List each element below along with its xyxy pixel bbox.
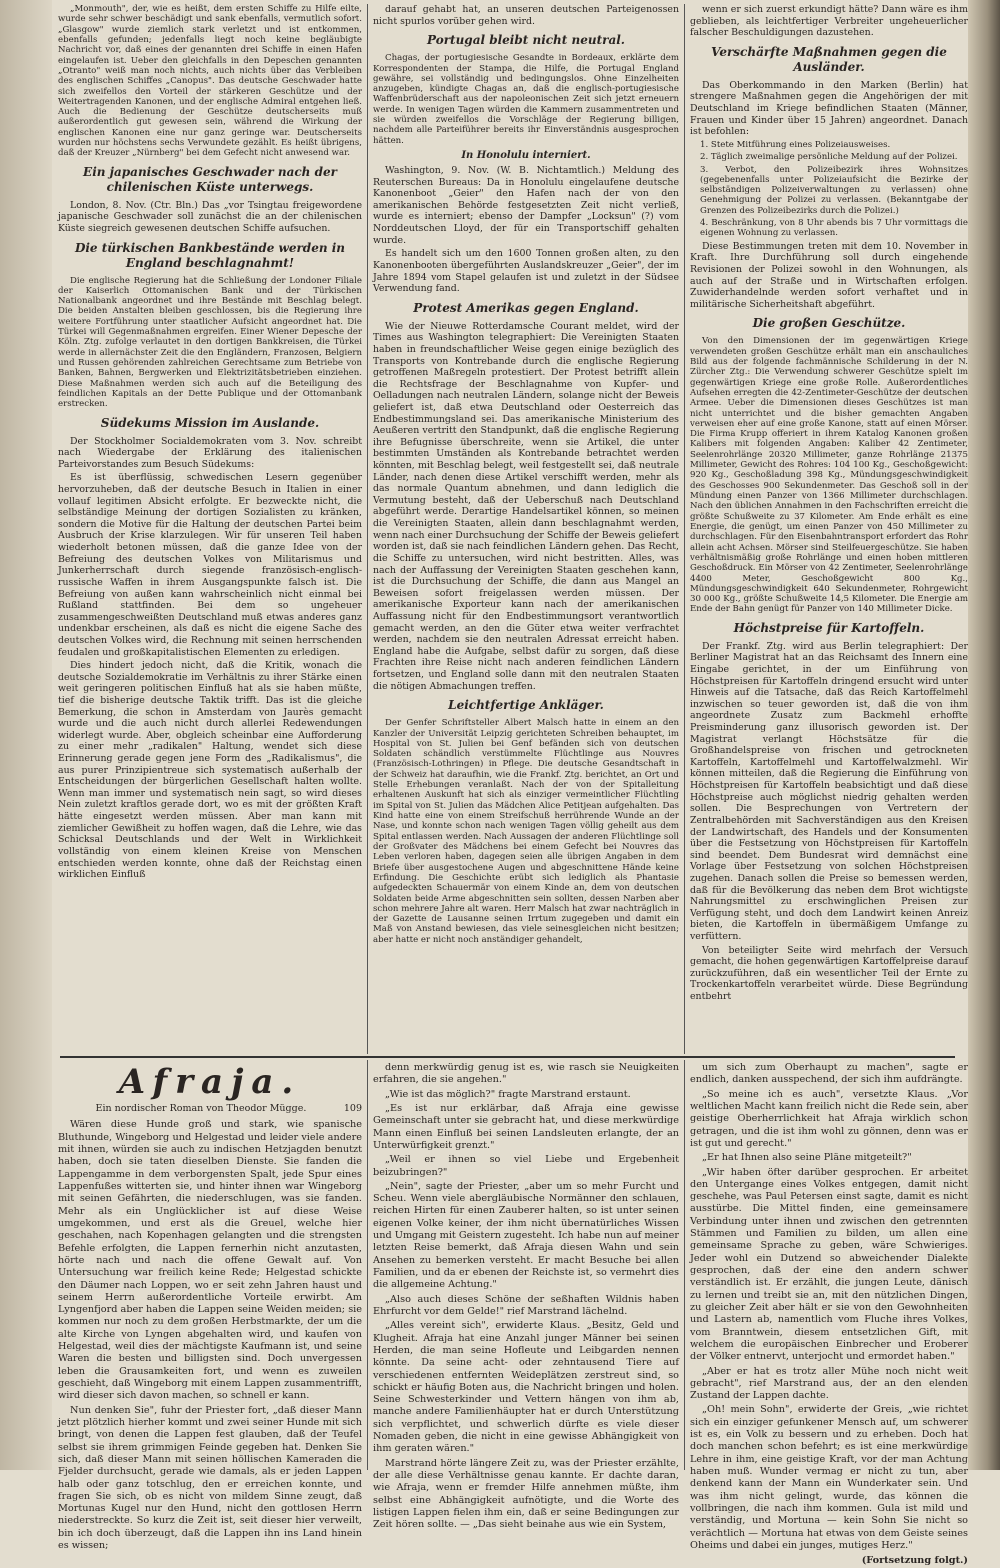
article-text: Der Stockholmer Socialdemokraten vom 3. Nov. schreibt nach Wiedergabe der Erklärung des italienischen Parteivorstandes zum Besuch Südekums: [58,435,362,470]
novel-paragraph: „Wie ist das möglich?" fragte Marstrand erstaunt. [385,1088,631,1100]
news-column-3 [690,4,968,1054]
article-text: London, 8. Nov. (Ctr. Bln.) Das „vor Tsingtau freigewordene japanische Geschwader soll zunächst die an der chilenischen Küste siegreich gewesenen deutschen Schiffe aufsuchen. [58,199,362,234]
article-text: Es ist überflüssig, schwedischen Lesern gegenüber hervorzuheben, daß der deutsche Besuch in Italien in einer vollauf legitimen Absicht erfolgte. Er bezweckte nicht, die selbständige Meinung der dortigen Sozialisten zu kränken, sondern die Motive für die Haltung der deutschen Partei beim Ausbruch der Krise klarzulegen. Wir für unseren Teil haben wiederholt betonen müssen, daß die ganze Idee von der Befreiung des deutschen Volkes von Militarismus und Junkerherrschaft durch siegende französisch-englisch-russische Waffen in ihrem Ausgangspunkte falsch ist. Die Befreiung von außen kann wahrscheinlich nicht einmal bei Rußland stattfinden. Bei dem so ungeheuer zusammengeschweißten Deutschland muß etwas anderes ganz undenkbar erscheinen, als daß es nicht die eigene Sache des deutschen Volkes wird, die Rechnung mit seinen herrschenden feudalen und großkapitalistischen Elementen zu erledigen. [58,472,362,658]
headline-suedekum-mission: Südekums Mission im Auslande. [100,415,320,430]
article-text: Das Oberkommando in den Marken (Berlin) hat strengere Maßnahmen gegen die Angehörigen der mit Deutschland im Kriege befindlichen Staaten (Männer, Frauen und Kinder über 15 Jahren) angeordnet. Danach ist befohlen: [690,79,968,138]
article-text: Von den Dimensionen der im gegenwärtigen Kriege verwendeten großen Geschütze erhält man ein anschauliches Bild aus der folgende fachmännische Schilderung in der N. Zürcher Ztg.: Die Verwendung schwerer Geschütze spielt im gegenwärtigen Kriege eine große Rolle. Außerordentliches Aufsehen erregten die 42-Zentimeter-Geschütze der deutschen Armee. Ueber die Dimensionen dieses Geschützes ist man nicht unterrichtet und die bisher gemachten Angaben verweisen eher auf eine große Kanone, statt auf einen Mörser. Die Firma Krupp offeriert in ihrem Katalog Kanonen großen Kalibers mit folgenden Angaben: Kaliber 42 Zentimeter, Seelenrohrlänge 20320 Millimeter, ganze Rohrlänge 21375 Millimeter, Gewicht des Rohres: 104 100 Kg., Geschoßgewicht: 920 Kg., Geschoßladung 398 Kg., Mündungsgeschwindigkeit des Geschosses 900 Sekundenmeter. Das Geschoß soll in der Mündung einen Panzer von 1366 Millimeter durchschlagen. Nach den üblichen Annahmen in den Fachschriften erreicht die größte Schußweite zu 37 Kilometer. Am Ende erhält es eine Energie, die genügt, um einen Panzer von 450 Millimeter zu durchschlagen. Für den Eisenbahntransport erfordert das Rohr allein acht Achsen. Mörser sind Steilfeuergeschütze. Sie haben verhältnismäßig große Rohrlänge und einen hoben mittleren Geschoßdruck. Ein Mörser von 42 Zentimeter, Seelenrohrlänge 4400 Meter, Geschoßgewicht 800 Kg., Mündungsgeschwindigkeit 640 Sekundenmeter, Rohrgewicht 30 000 Kg., größte Schußweite 14,5 Kilometer. Die Energie am Ende der Bahn genügt für Panzer von 140 Millimeter Dicke. [690,336,968,615]
article-text: Wie der Nieuwe Rotterdamsche Courant meldet, wird der Times aus Washington telegraphiert: Die Vereinigten Staaten haben in freundschaftlicher Weise gegen einige bezüglich des Transports von Kontrebande durch die englische Regierung getroffenen Maßregeln protestiert. Der Protest betrifft allein die Rechtsfrage der Beschlagnahme von Kupfer- und Oelladungen nach neutralen Ländern, solange nicht der Beweis geliefert ist, daß etwa Deutschland oder Oesterreich das Endbestimmungsland sei. Das amerikanische Ministerium des Aeußeren vertritt den Standpunkt, daß die englische Regierung ihre Befugnisse überschreite, wenn sie Artikel, die unter bestimmten Umständen als Kontrebande betrachtet werden könnten, mit Beschlag belegt, weil festgestellt sei, daß neutrale Länder, nach denen diese Artikel verschifft werden, mehr als das normale Quantum abnehmen, und dann lediglich die Vermutung besteht, daß der Ueberschuß nach Deutschland abgeführt werde. Derartige Handelsartikel können, so meinen die Vereinigten Staaten, allein dann beschlagnahmt werden, wenn nach einer Durchsuchung der Schiffe der Beweis geliefert worden ist, daß sie nach feindlichen Ländern gehen. Das Recht, die Schiffe zu untersuchen, wird nicht bestritten. Alles, was nach der Auffassung der Vereinigten Staaten geschehen kann, ist die Durchsuchung der Schiffe, die dann aus Mangel an Beweisen sofort freigelassen werden müssen. Der amerikanische Exporteur kann nach der amerikanischen Auffassung nicht für den Endbestimmungsort verantwortlich gemacht werden, an den die Güter etwa weiter verfrachtet werden, nachdem sie den neutralen Adressat erreicht haben. England habe die Aufgabe, selbst dafür zu sorgen, daß diese Frachten ihre Reise nicht nach anderen feindlichen Ländern fortsetzen, und England solle dann mit den neutralen Staaten die nötigen Abmachungen treffen. [373,320,679,692]
article-continuation: „Monmouth", der, wie es heißt, dem ersten Schiffe zu Hilfe eilte, wurde sehr schwer beschädigt und sank ebenfalls, vermutlich sofort. „Glasgow" wurde ziemlich stark verletzt und ist entkommen, ebenfalls gefunden; jedenfalls liegt noch keine begläubigte Nachricht vor, daß eines der genannten drei Schiffe in einen Hafen eingelaufen ist. Ueber den gleichfalls in den Depeschen genannten „Otranto" weiß man noch nichts, auch nichts über das Verbleiben des englischen Schiffes „Canopus". Das deutsche Geschwader hatte sich zweifellos den Vorteil der stärkeren Geschütze und der Weitertragenden Kanonen, und der englische Admiral entgehen ließ. Auch die Bedienung der Geschütze deutscherseits muß außerordentlich gut gewesen sein, während die Wirkung der englischen Kanonen eine nur ganz geringe war. Deutscherseits wurden nur höchstens sechs Verwundete gezählt. Es heißt übrigens, daß der Kreuzer „Nürnberg" bei dem Gefecht nicht anwesend war. [58,4,362,159]
list-item: 2. Täglich zweimalige persönliche Meldung auf der Polizei. [700,152,958,163]
news-column-2 [373,4,679,1054]
novel-byline [58,1103,362,1115]
novel-paragraph: um sich zum Oberhaupt zu machen", sagte er endlich, danken ausspechend, der sich ihm aufdrängte. [690,1062,968,1086]
article-text: Der Genfer Schriftsteller Albert Malsch hatte in einem an den Kanzler der Universität Leipzig gerichteten Schreiben behauptet, im Hospital von St. Julien bei Genf befänden sich von deutschen Soldaten schändlich verstümmelte Flüchtlinge aus Nouvres (Französisch-Lothringen) in Pflege. Die deutsche Gesandtschaft in der Schweiz hat daraufhin, wie die Frankf. Ztg. berichtet, an Ort und Stelle Erhebungen veranlaßt. Nach der von der Spitalleitung erhaltenen Auskunft hat sich als einziger vermeintlicher Flüchtling im Spital von St. Julien das Mädchen Alice Petitjean aufgehalten. Das Kind hatte eine von einem Streifschuß herrührende Wunde an der Nase, und konnte schon nach wenigen Tagen völlig geheilt aus dem Spital entlassen werden. Nach Aussagen der anderen Flüchtlinge soll der Großvater des Mädchens bei einem Gefecht bei Nouvres das Leben verloren haben, dagegen seien alle übrigen Angaben in dem Briefe über ausgestochene Augen und abgeschnittene Hände keine Erfindung. Die Geschichte erübt sich lediglich als Phantasie aufgedeckten Schauermär von einem Kinde an, dem von deutschen Soldaten beide Arme abgeschnitten sein sollten, dessen Narben aber schon mehrere Jahre alt waren. Herr Malsch hat zwar nachträglich in der Gazette de Lausanne seinen Irrtum zugegeben und damit ein Maß von Anstand bewiesen, das viele seinesgleichen nicht besitzen; aber hatte er nicht noch anständiger gehandelt, [373,718,679,945]
page-margin-left [0,0,52,1470]
novel-paragraph: „Es ist nur erklärbar, daß Afraja eine gewisse Gemeinschaft unter sie gebracht hat, und diese merkwürdige Mann einen Einfluß bei seinen Landsleuten erlangte, der an Unterwürfigkeit grenzt." [373,1102,679,1151]
novel-paragraph: „Oh! mein Sohn", erwiderte der Greis, „wie richtet sich ein einziger gefunkener Mensch auf, um schwerer ist es, ein Volk zu bessern und zu erheben. Doch hat doch manchen schon befehrt; es ist eine merkwürdige Lehre in ihm, eine geistige Kraft, vor der man Achtung haben muß. Wunder vermag er nicht zu tun, aber denkend kann der Mann ein Wunderkater sein. Und was ihm nicht gelingt, wurde, das können die vollbringen, die nach ihm kommen. Gula ist mild und verständig, und Mortuna — kein Sohn Sie nicht so verächtlich — Mortuna hat etwas von dem Geiste seines Oheims und dabei ein junges, mutiges Herz." [690,1404,968,1551]
novel-paragraph: Nun denken Sie", fuhr der Priester fort, „daß dieser Mann jetzt plötzlich hierher kommt und zwei seiner Hunde mit sich bringt, von denen die Lappen fest glauben, daß der Teufel selbst sie ihrem grimmigen Feinde gegeben hat. Denken Sie sich, daß dieser Mann mit seinen höllischen Kameraden die Fjelder durchsucht, gerade wie damals, als er jeden Lappen halb oder ganz totschlug, den er erreichen konnte, und fragen Sie sich, ob es nicht von mildem Sinne zeugt, daß Mortunas Kugel nur den Hund, nicht den gottlosen Herrn niederstreckte. So kurz die Zeit ist, seit dieser hier verweilt, bin ich doch überzeugt, daß die Lappen ihn ins Land hinein es wissen; [58,1404,362,1552]
installment-number: 109 [343,1103,362,1115]
article-continuation: darauf gehabt hat, an unseren deutschen Parteigenossen nicht spurlos vorüber gehen wird. [373,4,679,27]
novel-subtitle: Ein nordischer Roman von Theodor Mügge. [95,1103,307,1115]
novel-paragraph: „So meine ich es auch", versetzte Klaus. „Vor weltlichen Macht kann freilich nicht die Rede sein, aber geistige Oberherrlichkeit hat Afraja wirklich schon getragen, und die ist ihm wohl zu gönnen, denn was er ist gut und gerecht." [690,1088,968,1149]
article-text: Diese Bestimmungen treten mit dem 10. November in Kraft. Ihre Durchführung soll durch eingehende Revisionen der Polizei sowohl in den Wohnungen, als auch auf der Straße und in Wirtschaften erfolgen. Zuwiderhandelnde werden sofort verhaftet und in militärische Sicherheitshaft abgeführt. [690,240,968,310]
headline-honolulu: In Honolulu interniert. [461,150,591,162]
column-divider [684,1060,685,1470]
novel-paragraph: „Wir haben öfter darüber gesprochen. Er arbeitet den Untergange eines Volkes entgegen, damit nicht geschehe, was Paul Petersen einst sagte, damit es nicht ausstürbe. Die Mittel finden, eine gemeinsamere Verbindung unter ihnen und zwischen den getrennten Stämmen und Familien zu bilden, um allen eine gemeinsame Sprache zu geben, wäre Schwieriges. Jeder wohl ein Dutzend so abweichender Dialekte gesprochen, daß der eine den andern schwer verständlich ist. Er erzählt, die jungen Leute, dänisch zu lernen und treibt sie an, mit den nützlichen Dingen, zu gleicher Zeit aber hält er sie von den Gewohnheiten und Lastern ab, namentlich vom Fluche ihres Volkes, vom Branntwein, diesem entsetzlichen Gift, mit welchem die europäischen Einbrecher und Eroberer der Völker entnervt, unterjocht und ermordet haben." [690,1166,968,1363]
article-text: Chagas, der portugiesische Gesandte in Bordeaux, erklärte dem Korrespondenten der Stampa, die Hilfe, die Portugal England gewähre, sei vollständig und bedingungslos. Ohne Einzelheiten anzugeben, kündigte Chagas an, daß die englisch-portugiesische Waffenbrüderschaft aus der napoleonischen Zeit sich jetzt erneuern werde. In wenigen Tagen würden die Kammern zusammentreten und sie würden zweifellos die Vorschläge der Regierung billigen, nachdem alle Parteiführer bereits ihr Einverständnis ausgesprochen hätten. [373,53,679,146]
article-text: Von beteiligter Seite wird mehrfach der Versuch gemacht, die hohen gegenwärtigen Kartoffelpreise darauf zurückzuführen, daß ein wesentlicher Teil der Ernte zu Trockenkartoffeln verarbeitet würde. Diese Begründung entbehrt [690,944,968,1003]
news-column-1 [58,4,362,1054]
novel-column-2 [373,1062,679,1531]
headline-america-protest: Protest Amerikas gegen England. [413,300,639,315]
article-text: Die englische Regierung hat die Schließung der Londoner Filiale der Kaiserlich Ottomanischen Bank und der Türkischen Nationalbank angeordnet und ihre Bestände mit Beschlag belegt. Die beiden Anstalten bleiben geschlossen, bis die Regierung ihre weitere Fortführung unter staatlicher Aufsicht angeordnet hat. Die Türkei will Gegenmaßnahmen ergreifen. Einer Wiener Depesche der Köln. Ztg. zufolge verlautet in den dortigen Bankkreisen, die Türkei werde in allernächster Zeit die den Engländern, Franzosen, Belgiern und Russen gehörenden zahlreichen Gerechtsame zum Betriebe von Banken, Bahnen, Bergwerken und Elektrizitätsbetrieben einziehen. Diese Maßnahmen werden sich auch auf die Beteiligung des feindlichen Kapitals an der Dette Publique und der Ottomanbank erstrecken. [58,275,362,410]
headline-big-guns: Die großen Geschütze. [752,316,906,331]
novel-paragraph: Marstrand hörte längere Zeit zu, was der Priester erzählte, der alle diese Verhältnisse genau kannte. Er dachte daran, wie Afraja, wenn er fremder Hilfe annehmen müßte, ihm selbst eine Abhängigkeit aufnötigte, und die Worte des listigen Lappen fielen ihm ein, daß er seine Bedingungen zur Zeit hören sollte. — „Das sieht beinahe aus wie ein System, [373,1457,679,1531]
novel-paragraph: „Nein", sagte der Priester, „aber um so mehr Furcht und Scheu. Wenn viele abergläubische Normänner den schlauen, reichen Hirten für einen Zauberer halten, so ist unter seinen eigenen Volke keiner, der ihm nicht übernatürliches Wissen und Umgang mit Geistern zugesteht. Ich habe nun auf meiner letzten Reise bemerkt, daß Afraja diesen Wahn und sein Ansehen zu bemerken versteht. Er macht Besuche bei allen Familien, und da er ebenen der Reichste ist, so vermehrt dies die allgemeine Achtung." [373,1180,679,1291]
column-divider [367,4,368,1054]
adjacent-page-edge [968,0,1000,1470]
headline-turkish-banks: Die türkischen Bankbestände werden in England beschlagnahmt! [74,240,346,270]
novel-paragraph: denn merkwürdig genug ist es, wie rasch sie Neuigkeiten erfahren, die sie angehen." [373,1062,679,1086]
article-text: Dies hindert jedoch nicht, daß die Kritik, wonach die deutsche Sozialdemokratie im Verhältnis zu ihrer Stärke einen weit geringeren politischen Einfluß hat als sie haben müßte, tief die bisherige deutsche Taktik trifft. Das ist die gleiche Bemerkung, die schon in Amsterdam von Jaurès gemacht wurde und die auch nicht durch allerlei Redewendungen widerlegt wurde. Aber, obgleich scheinbar eine Aufforderung zu einer mehr „radikalen" Haltung, wendet sich diese Erinnerung gerade gegen jene Form des „Radikalismus", die aus purer Prinzipientreue sich systematisch außerhalb der Entscheidungen der bürgerlichen Gesellschaft halten wollte. Wenn man immer und systematisch nein sagt, so wird dieses Nein zuletzt kraftlos gerade dort, wo es mit der größten Kraft hätte eingesetzt werden müssen. Aber man kann mit ziemlicher Gewißheit zu hoffen wagen, daß die Lehre, wie das Schicksal Deutschlands und der Welt in Wirklichkeit vollständig von einem kleinen Kreise von Menschen entschieden werden konnte, ohne daß der Reichstag einen wirklichen Einfluß [58,660,362,881]
headline-portugal: Portugal bleibt nicht neutral. [427,33,625,48]
novel-paragraph: „Alles vereint sich", erwiderte Klaus. „Besitz, Geld und Klugheit. Afraja hat eine Anzahl junger Männer bei seinen Herden, die man seine Hofleute und Leibgarden nennen könnte. Da seine acht- oder zehntausend Tiere auf verschiedenen entfernten Weideplätzen zerstreut sind, so schickt er häufig Boten aus, die Nachricht bringen und holen. Seine Schwesterkinder und Vettern hängen von ihm ab, manche andere Familienhäupter hat er durch Unterstützung sich verpflichtet, und schwerlich dürfte es viele dieser Nomaden geben, die nicht in eine gewisse Abhängigkeit von ihm geraten wären." [373,1320,679,1455]
list-item: 1. Stete Mitführung eines Polizeiausweises. [700,139,891,150]
novel-paragraph: „Also auch dieses Schöne der seßhaften Wildnis haben Ehrfurcht vor dem Gelde!" rief Marstrand lächelnd. [373,1293,679,1317]
continuation-note: (Fortsetzung folgt.) [861,1555,968,1567]
novel-column-3 [690,1062,968,1567]
column-divider [367,1060,368,1470]
headline-reckless-accusers: Leichtfertige Ankläger. [448,698,604,713]
novel-paragraph: Wären diese Hunde groß und stark, wie spanische Bluthunde, Wingeborg und Helgestad und leider viele andere mit ihnen, würden sie auch zu indischen Hetzjagden benutzt haben, doch sie taten dieselben Dienste. Sie fanden die Lappengamme in dem verborgensten Spalt, jede Spur eines Lappenfußes witterten sie, und hinter ihnen war Wingeborg mit seinen Gefährten, die niederschlugen, was sie fanden. Mehr als ein Unglücklicher ist auf diese Weise umgekommen, und erst als die Greuel, welche hier geschahen, nach Kopenhagen gelangten und die strengsten Befehle erfolgten, die Lappen fernerhin nicht anzutasten, hörte nach und nach die offene Gewalt auf. Von Untersuchung war freilich keine Rede; Helgestad schickte den Däumer nach Loppen, wo er seit zehn Jahren haust und seinem Herrn außerordentliche Vorteile erwirbt. Am Lyngenfjord aber haben die Lappen seine Weiden meiden; sie kommen nur noch zu dem großen Herbstmarkte, der um die alte Kirche von Lyngen abgehalten wird, und kaufen von Helgestad, weil dies der mächtigste Kaufmann ist, und seine Waren die besten und billigsten sind. Doch unvergessen leben die Grausamkeiten fort, und wenn es zuweilen geschieht, daß Wingeborg mit einem Lappen zusammentrifft, wird dieser sich davon machen, so schnell er kann. [58,1119,362,1402]
novel-column-1 [58,1062,362,1552]
section-divider [60,1056,955,1058]
novel-paragraph: „Weil er ihnen so viel Liebe und Ergebenheit beizubringen?" [373,1154,679,1178]
article-text: Washington, 9. Nov. (W. B. Nichtamtlich.) Meldung des Reuterschen Bureaus: Da in Honolulu eingelaufene deutsche Kanonenboot „Geier" den Hafen nach der von den amerikanischen Behörde festgesetzten Zeit nicht verließ, wurde es interniert; ebenso der Dampfer „Locksun" (?) vom Norddeutschen Lloyd, der für ein Transportschiff gehalten wurde. [373,165,679,246]
novel-paragraph: „Aber er hat es trotz aller Mühe noch nicht weit gebracht", rief Marstrand aus, der an den elenden Zustand der Lappen dachte. [690,1365,968,1402]
novel-title: Afraja. [118,1062,302,1102]
article-continuation: wenn er sich zuerst erkundigt hätte? Dann wäre es ihm geblieben, als leichtfertiger Verbreiter ungeheuerlicher falscher Beschuldigungen dazustehen. [690,4,968,39]
column-divider [684,4,685,1054]
list-item: 3. Verbot, den Polizeibezirk ihres Wohnsitzes (gegebenenfalls unter Polizeiaufsicht die Bezirke der selbständigen Polizeiverwaltungen zu verlassen) ohne Genehmigung der Polizei zu verlassen. (Bekanntgabe der Grenzen des Polizeibezirks durch die Polizei.) [700,164,968,216]
headline-japanese-squadron: Ein japanisches Geschwader nach der chilenischen Küste unterwegs. [83,164,337,194]
novel-paragraph: „Er hat Ihnen also seine Pläne mitgeteilt?" [702,1152,912,1164]
list-item: 4. Beschränkung, von 8 Uhr abends bis 7 Uhr vormittags die eigenen Wohnung zu verlassen. [700,218,968,239]
headline-potato-prices: Höchstpreise für Kartoffeln. [733,620,925,635]
headline-measures-foreigners: Verschärfte Maßnahmen gegen die Ausländer. [711,44,947,74]
article-text: Es handelt sich um den 1600 Tonnen großen alten, zu den Kanonenbooten übergeführten Auslandskreuzer „Geier", der im Jahre 1894 vom Stapel gelaufen ist und zuletzt in der Südsee Verwendung fand. [373,248,679,295]
article-text: Der Frankf. Ztg. wird aus Berlin telegraphiert: Der Berliner Magistrat hat an das Reichsamt des Innern eine Eingabe gerichtet, in der um Einführung von Höchstpreisen für Kartoffeln dringend ersucht wird unter Hinweis auf die Tatsache, daß das Reich Kartoffelmehl inzwischen so teuer geworden ist, daß die von ihm angeordnete Zusatz zum Backmehl erhoffte Preisminderung ganz illusorisch geworden ist. Der Magistrat verlangt Höchstsätze für die Großhandelspreise von frischen und getrockneten Kartoffeln, Kartoffelmehl und Kartoffelwalzmehl. Wir können mitteilen, daß die Regierung die Einführung von Höchstpreisen für Kartoffeln beabsichtigt und daß diese Höchstpreise auch möglichst niedrig gehalten werden sollen. Die Besprechungen von Vertretern der Zentralbehörden mit Sachverständigen aus den Kreisen der Landwirtschaft, des Handels und der Konsumenten über die Festsetzung von Höchstpreisen für Kartoffeln sind beendet. Dem Bundesrat wird demnächst eine Vorlage über Festsetzung von solchen Höchstpreisen zugehen. Danach sollen die Preise so bemessen werden, daß für die Bevölkerung das neben dem Brot wichtigste Nahrungsmittel zu erschwinglichen Preisen zur Verfügung steht, und doch dem Landwirt keinen Anreiz bieten, die Kartoffeln in übermäßigem Umfange zu verfüttern. [690,640,968,943]
